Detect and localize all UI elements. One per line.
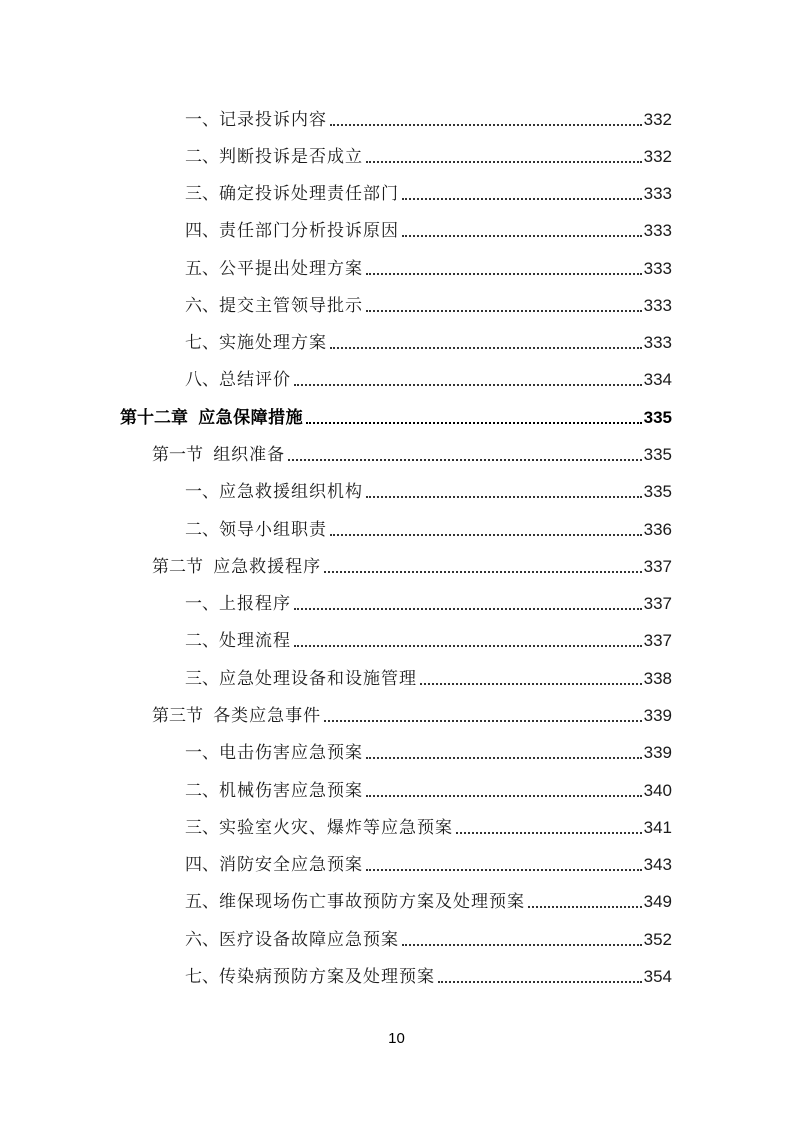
entry-title: 实验室火灾、爆炸等应急预案 — [219, 818, 453, 838]
entry-page: 349 — [643, 892, 672, 911]
dot-leader — [528, 890, 642, 914]
dot-leader — [294, 592, 642, 616]
entry-page: 341 — [643, 818, 672, 837]
entry-number: 一、 — [185, 110, 219, 130]
dot-leader — [330, 108, 642, 132]
entry-title: 公平提出处理方案 — [219, 259, 363, 279]
toc-entry[interactable] — [185, 219, 672, 243]
entry-page: 334 — [643, 370, 672, 389]
toc-entry[interactable] — [185, 592, 672, 616]
toc-entry[interactable] — [185, 928, 672, 952]
entry-page: 333 — [643, 296, 672, 315]
entry-page: 335 — [643, 445, 672, 464]
entry-title: 机械伤害应急预案 — [219, 781, 363, 801]
entry-number: 三、 — [185, 184, 219, 204]
dot-leader — [438, 965, 642, 989]
entry-number: 七、 — [185, 967, 219, 987]
dot-leader — [324, 704, 641, 728]
dot-leader — [288, 443, 641, 467]
entry-title: 维保现场伤亡事故预防方案及处理预案 — [219, 892, 525, 912]
entry-number: 二、 — [185, 147, 219, 167]
entry-title: 电击伤害应急预案 — [219, 743, 363, 763]
toc-entry[interactable] — [185, 145, 672, 169]
entry-page: 333 — [643, 259, 672, 278]
entry-title: 提交主管领导批示 — [219, 296, 363, 316]
entry-number: 二、 — [185, 520, 219, 540]
entry-page: 336 — [643, 520, 672, 539]
toc-entry[interactable] — [185, 518, 672, 542]
entry-number: 三、 — [185, 818, 219, 838]
chapter-number: 第十二章 — [120, 408, 188, 428]
toc-entry[interactable] — [185, 667, 672, 691]
dot-leader — [366, 145, 642, 169]
entry-title: 处理流程 — [219, 631, 291, 651]
entry-page: 339 — [643, 706, 672, 725]
dot-leader — [456, 816, 642, 840]
toc-entry[interactable] — [185, 779, 672, 803]
dot-leader — [366, 480, 642, 504]
entry-page: 333 — [643, 184, 672, 203]
entry-title: 应急救援组织机构 — [219, 482, 363, 502]
entry-number: 四、 — [185, 855, 219, 875]
entry-title: 总结评价 — [219, 370, 291, 390]
dot-leader — [366, 853, 642, 877]
section-number: 第二节 — [152, 557, 203, 577]
dot-leader — [330, 331, 642, 355]
dot-leader — [324, 555, 641, 579]
section-title: 各类应急事件 — [213, 706, 322, 726]
entry-page: 332 — [643, 147, 672, 166]
section-title: 应急救援程序 — [213, 557, 322, 577]
toc-entry[interactable] — [185, 294, 672, 318]
entry-title: 消防安全应急预案 — [219, 855, 363, 875]
entry-number: 一、 — [185, 743, 219, 763]
entry-page: 332 — [643, 110, 672, 129]
toc-entry[interactable] — [185, 108, 672, 132]
entry-page: 335 — [643, 482, 672, 501]
entry-title: 应急处理设备和设施管理 — [219, 669, 417, 689]
entry-number: 一、 — [185, 594, 219, 614]
entry-page: 352 — [643, 930, 672, 949]
entry-title: 判断投诉是否成立 — [219, 147, 363, 167]
toc-entry[interactable] — [185, 629, 672, 653]
entry-title: 领导小组职责 — [219, 520, 327, 540]
toc-entry[interactable] — [185, 890, 672, 914]
toc-entry[interactable] — [185, 331, 672, 355]
toc-entry[interactable] — [185, 480, 672, 504]
entry-page: 335 — [643, 408, 672, 427]
entry-page: 339 — [643, 743, 672, 762]
entry-number: 八、 — [185, 370, 219, 390]
dot-leader — [330, 518, 642, 542]
entry-title: 确定投诉处理责任部门 — [219, 184, 399, 204]
entry-title: 责任部门分析投诉原因 — [219, 221, 399, 241]
entry-number: 五、 — [185, 892, 219, 912]
dot-leader — [366, 257, 642, 281]
entry-number: 一、 — [185, 482, 219, 502]
dot-leader — [402, 928, 642, 952]
page-number: 10 — [388, 1030, 405, 1047]
entry-number: 四、 — [185, 221, 219, 241]
entry-number: 三、 — [185, 669, 219, 689]
entry-page: 354 — [643, 967, 672, 986]
dot-leader — [402, 219, 642, 243]
entry-number: 二、 — [185, 631, 219, 651]
entry-title: 医疗设备故障应急预案 — [219, 930, 399, 950]
entry-page: 337 — [643, 594, 672, 613]
toc-entry[interactable] — [185, 257, 672, 281]
chapter-title: 应急保障措施 — [198, 408, 304, 428]
toc-entry[interactable] — [185, 965, 672, 989]
entry-page: 333 — [643, 221, 672, 240]
entry-number: 五、 — [185, 259, 219, 279]
entry-number: 六、 — [185, 930, 219, 950]
entry-page: 337 — [643, 631, 672, 650]
section-number: 第三节 — [152, 706, 203, 726]
entry-page: 338 — [643, 669, 672, 688]
toc-entry[interactable] — [185, 741, 672, 765]
entry-page: 333 — [643, 333, 672, 352]
toc-entry[interactable] — [185, 853, 672, 877]
entry-page: 340 — [643, 781, 672, 800]
dot-leader — [306, 406, 641, 430]
entry-title: 传染病预防方案及处理预案 — [219, 967, 435, 987]
dot-leader — [402, 182, 642, 206]
dot-leader — [294, 368, 642, 392]
entry-title: 记录投诉内容 — [219, 110, 327, 130]
entry-number: 六、 — [185, 296, 219, 316]
entry-number: 七、 — [185, 333, 219, 353]
toc-entry[interactable] — [185, 368, 672, 392]
dot-leader — [366, 294, 642, 318]
entry-page: 337 — [643, 557, 672, 576]
section-title: 组织准备 — [213, 445, 286, 465]
toc-entry[interactable] — [185, 816, 672, 840]
entry-title: 上报程序 — [219, 594, 291, 614]
entry-title: 实施处理方案 — [219, 333, 327, 353]
toc-section-entry[interactable] — [152, 555, 672, 579]
dot-leader — [366, 779, 642, 803]
toc-entry[interactable] — [185, 182, 672, 206]
entry-page: 343 — [643, 855, 672, 874]
dot-leader — [294, 629, 642, 653]
dot-leader — [420, 667, 642, 691]
dot-leader — [366, 741, 642, 765]
toc-section-entry[interactable] — [152, 704, 672, 728]
toc-section-entry[interactable] — [152, 443, 672, 467]
entry-number: 二、 — [185, 781, 219, 801]
toc-chapter-entry[interactable] — [120, 406, 672, 430]
section-number: 第一节 — [152, 445, 203, 465]
